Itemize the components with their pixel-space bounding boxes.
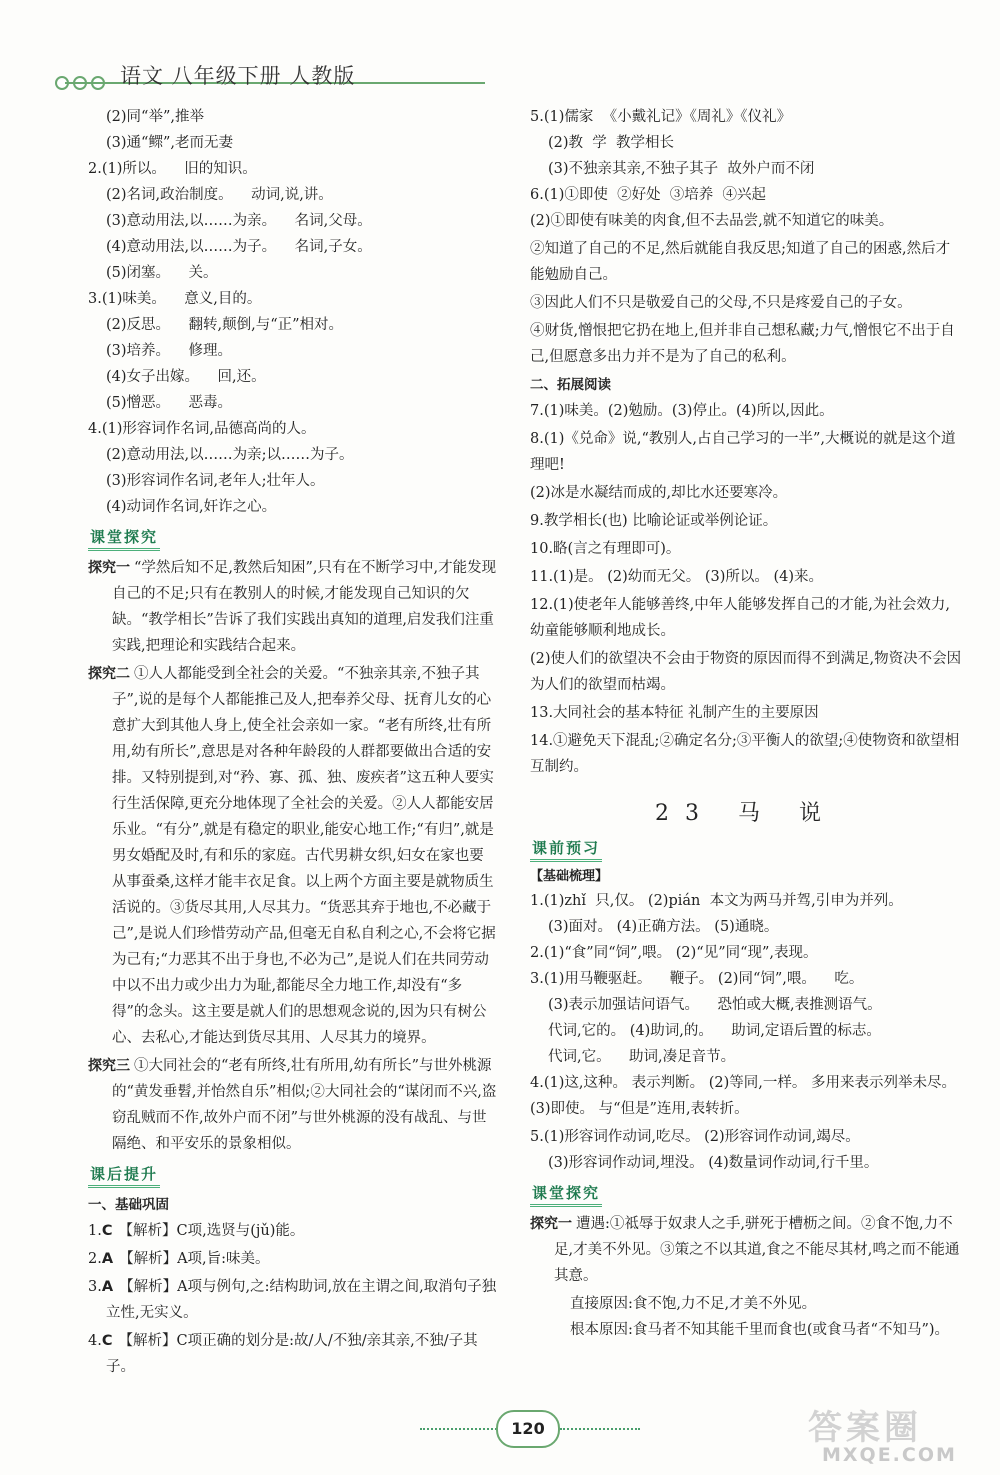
explore-text: “学然后知不足,教然后知困”,只有在不断学习中,才能发现自己的不足;只有在教别人的时候,才能发现自己知识的欠缺。“教学相长”告诉了我们实践出真知的道理,启发我们注重实践,把理论和实践结合起来。 xyxy=(112,560,497,654)
choice-answer xyxy=(88,1246,498,1272)
footer-dots-left xyxy=(420,1428,500,1430)
answer-line: (5)憎恶。 恶毒。 xyxy=(106,395,232,411)
reason-line: 直接原因:食不饱,力不足,才美不外见。 xyxy=(570,1296,817,1312)
answer-line: (2)反思。 翻转,颠倒,与“正”相对。 xyxy=(106,317,344,333)
answer-letter: A xyxy=(101,1279,114,1295)
question-number: 4. xyxy=(88,1333,102,1349)
page-number: 120 xyxy=(496,1410,560,1448)
watermark-text: 答案圈 xyxy=(808,1408,922,1448)
basic-review-answers xyxy=(530,888,962,1070)
answer-line: 3.(1)用马鞭驱赶。 鞭子。 (2)同“饲”,喂。 吃。 xyxy=(530,971,864,987)
explore-label: 探究一 xyxy=(530,1216,572,1232)
answer-line: (3)面对。 (4)正确方法。 (5)通晓。 xyxy=(548,919,779,935)
answer-item: (2)使人们的欲望决不会由于物资的原因而得不到满足,物资决不会因为人们的欲望而枯竭。 xyxy=(530,651,962,693)
answer-item: (2)冰是水凝结而成的,却比水还要寒冷。 xyxy=(530,485,788,501)
translation-item: (2)①即使有味美的肉食,但不去品尝,就不知道它的味美。 xyxy=(530,213,894,229)
answer-line: 代词,它。 助词,凑足音节。 xyxy=(548,1049,736,1065)
section-heading xyxy=(530,1182,962,1207)
answer-line: 代词,它的。 (4)助词,的。 助词,定语后置的标志。 xyxy=(548,1023,881,1039)
answer-item: 12.(1)使老年人能够善终,中年人能够发挥自己的才能,为社会效力,幼童能够顺利地成长。 xyxy=(530,597,950,639)
answer-item: 11.(1)是。 (2)幼而无父。 (3)所以。 (4)来。 xyxy=(530,569,824,585)
answer-letter: C xyxy=(101,1333,113,1349)
answer-line: (3)意动用法,以……为亲。 名词,父母。 xyxy=(106,213,372,229)
answer-line: (3)形容词作名词,老年人;壮年人。 xyxy=(106,473,325,489)
answer-line: (2)同“举”,推举 xyxy=(106,109,204,125)
answer-item: 7.(1)味美。(2)勉励。(3)停止。(4)所以,因此。 xyxy=(530,403,834,419)
answer-line: 1.(1)zhǐ 只,仅。 (2)pián 本文为两马并驾,引申为并列。 xyxy=(530,893,903,909)
answer-line: (2)教 学 教学相长 xyxy=(548,135,674,151)
question-number: 3. xyxy=(88,1279,102,1295)
answer-item: 10.略(言之有理即可)。 xyxy=(530,541,681,557)
right-column xyxy=(530,104,962,1343)
explore-item xyxy=(88,555,498,659)
reason-line: 根本原因:食马者不知其能千里而食也(或食马者“不知马”)。 xyxy=(570,1322,950,1338)
subsection-title: 一、基础巩固 xyxy=(88,1197,169,1213)
explore-item xyxy=(88,1053,498,1157)
answer-explanation: 【解析】A项,旨:味美。 xyxy=(119,1251,270,1267)
answer-line: 2.(1)所以。 旧的知识。 xyxy=(88,161,257,177)
answer-item: 4.(1)这,这种。 表示判断。 (2)等同,一样。 多用来表示列举未尽。 (3)即使。 与“但是”连用,表转折。 xyxy=(530,1075,956,1117)
section-heading xyxy=(530,837,962,862)
answer-item: 14.①避免天下混乱;②确定名分;③平衡人的欲望;④使物资和欲望相互制约。 xyxy=(530,733,960,775)
answer-explanation: 【解析】C项,选贤与(jǔ)能。 xyxy=(118,1223,305,1239)
explore-label: 探究一 xyxy=(88,560,130,576)
explore-text: ①大同社会的“老有所终,壮有所用,幼有所长”与世外桃源的“黄发垂髫,并怡然自乐”相似;②大同社会的“谋闭而不兴,盗窃乱贼而不作,故外户而不闭”与世外桃源的没有战乱、与世隔绝、和平安乐的景象相似。 xyxy=(112,1058,497,1152)
question-number: 1. xyxy=(88,1223,102,1239)
footer-dots-right xyxy=(560,1428,640,1430)
section-heading xyxy=(88,1163,498,1188)
header-title: 语文 八年级下册 人教版 xyxy=(120,64,356,88)
question-number: 2. xyxy=(88,1251,102,1267)
section-title-ketang: 课堂探究 xyxy=(88,526,160,551)
answer-paragraphs xyxy=(530,1070,962,1122)
answer-line: 6.(1)①即使 ②好处 ③培养 ④兴起 xyxy=(530,187,767,203)
subsection-title: 二、拓展阅读 xyxy=(530,377,611,393)
answer-line: 5.(1)儒家 《小戴礼记》《周礼》《仪礼》 xyxy=(530,109,792,125)
answer-line: (5)闭塞。 关。 xyxy=(106,265,218,281)
section-heading xyxy=(88,526,498,551)
explore-item xyxy=(530,1211,962,1289)
answer-explanation: 【解析】C项正确的划分是:故/人/不独/亲其亲,不独/子其子。 xyxy=(106,1333,478,1375)
answer-item: 13.大同社会的基本特征 礼制产生的主要原因 xyxy=(530,705,819,721)
answer-line: (4)动词作名词,奸诈之心。 xyxy=(106,499,277,515)
explore-item xyxy=(88,661,498,1051)
answer-line: (3)表示加强诘问语气。 恐怕或大概,表推测语气。 xyxy=(548,997,882,1013)
answer-line: (4)意动用法,以……为子。 名词,子女。 xyxy=(106,239,372,255)
left-answer-list xyxy=(88,104,498,520)
watermark-logo xyxy=(800,1400,985,1470)
translation-item: ②知道了自己的不足,然后就能自我反思;知道了自己的困惑,然后才能勉励自己。 xyxy=(530,241,951,283)
answer-item: 9.教学相长(也) 比喻论证或举例论证。 xyxy=(530,513,778,529)
answer-letter: A xyxy=(101,1251,114,1267)
translation-item: ④财货,憎恨把它扔在地上,但并非自己想私藏;力气,憎恨它不出于自己,但愿意多出力并不是为了自己的私利。 xyxy=(530,323,955,365)
explore-label: 探究三 xyxy=(88,1058,130,1074)
explore-label: 探究二 xyxy=(88,666,130,682)
choice-answer xyxy=(88,1274,498,1326)
answer-line: 2.(1)“食”同“饲”,喂。 (2)“见”同“现”,表现。 xyxy=(530,945,818,961)
page-footer xyxy=(420,1408,640,1448)
answer-line: (2)意动用法,以……为亲;以……为子。 xyxy=(106,447,354,463)
answer-line: 5.(1)形容词作动词,吃尽。 (2)形容词作动词,竭尽。 xyxy=(530,1129,860,1145)
answer-letter: C xyxy=(101,1223,113,1239)
translation-list xyxy=(530,208,962,370)
left-column xyxy=(88,104,498,1382)
answer-line: (3)通“鳏”,老而无妻 xyxy=(106,135,233,151)
watermark-url: MXQE.COM xyxy=(822,1444,957,1466)
answer-line: (3)不独亲其亲,不独子其子 故外户而不闭 xyxy=(548,161,815,177)
answer-line: 4.(1)形容词作名词,品德高尚的人。 xyxy=(88,421,316,437)
answer-line: (2)名词,政治制度。 动词,说,讲。 xyxy=(106,187,333,203)
answer-line: 3.(1)味美。 意义,目的。 xyxy=(88,291,262,307)
answer-item: 8.(1)《兑命》说,“教别人,占自己学习的一半”,大概说的就是这个道理吧! xyxy=(530,431,956,473)
section-title-kehou: 课后提升 xyxy=(88,1163,160,1188)
explore-text: 遭遇:①祗辱于奴隶人之手,骈死于槽枥之间。②食不饱,力不足,才美不外见。③策之不以其道,食之不能尽其材,鸣之而不能通其意。 xyxy=(554,1216,960,1284)
page-header xyxy=(55,60,495,100)
choice-answer xyxy=(88,1218,498,1244)
extended-reading-answers xyxy=(530,398,962,780)
answer-line: (3)培养。 修理。 xyxy=(106,343,232,359)
answer-explanation: 【解析】A项与例句,之:结构助词,放在主谓之间,取消句子独立性,无实义。 xyxy=(106,1279,497,1321)
answer-line: (4)女子出嫁。 回,还。 xyxy=(106,369,266,385)
lesson-title: 23 马 说 xyxy=(655,801,837,826)
translation-item: ③因此人们不只是敬爱自己的父母,不只是疼爱自己的子女。 xyxy=(530,295,912,311)
choice-answer-list xyxy=(88,1218,498,1380)
explore-list xyxy=(88,555,498,1157)
explore-reasons xyxy=(530,1291,962,1343)
answer-list xyxy=(530,1124,962,1176)
answer-line: (3)形容词作动词,埋没。 (4)数量词作动词,行千里。 xyxy=(548,1155,879,1171)
basic-review-tag: 【基础梳理】 xyxy=(530,869,609,884)
choice-answer xyxy=(88,1328,498,1380)
explore-text: ①人人都能受到全社会的关爱。“不独亲其亲,不独子其子”,说的是每个人都能推己及人,把奉养父母、抚育儿女的心意扩大到其他人身上,使全社会亲如一家。“老有所终,壮有所用,幼有所长”,意思是对各种年龄段的人群都要做出合适的安排。又特别提到,对“矜、寡、孤、独、废疾者”这五种人要实行生活保障,更充分地体现了全社会的关爱。②人人都能安居乐业。“有分”,就是有稳定的职业,能安心地工作;“有归”,就是男女婚配及时,有和乐的家庭。古代男耕女织,妇女在家也要从事蚕桑,这样才能丰衣足食。以上两个方面主要是就物质生活说的。③货尽其用,人尽其力。“货恶其弃于地也,不必藏于己”,是说人们珍惜劳动产品,但毫无自私自利之心,不会将它据为己有;“力恶其不出于身也,不必为己”,是说人们在共同劳动中以不出力或少出力为耻,都能尽全力地工作,却没有“多得”的念头。这主要是就人们的思想观念说的,因为只有树公心、去私心,才能达到货尽其用、人尽其力的境界。 xyxy=(112,666,496,1046)
section-title-ketang-2: 课堂探究 xyxy=(530,1182,602,1207)
answer-list xyxy=(530,104,962,208)
section-title-keqian: 课前预习 xyxy=(530,837,602,862)
